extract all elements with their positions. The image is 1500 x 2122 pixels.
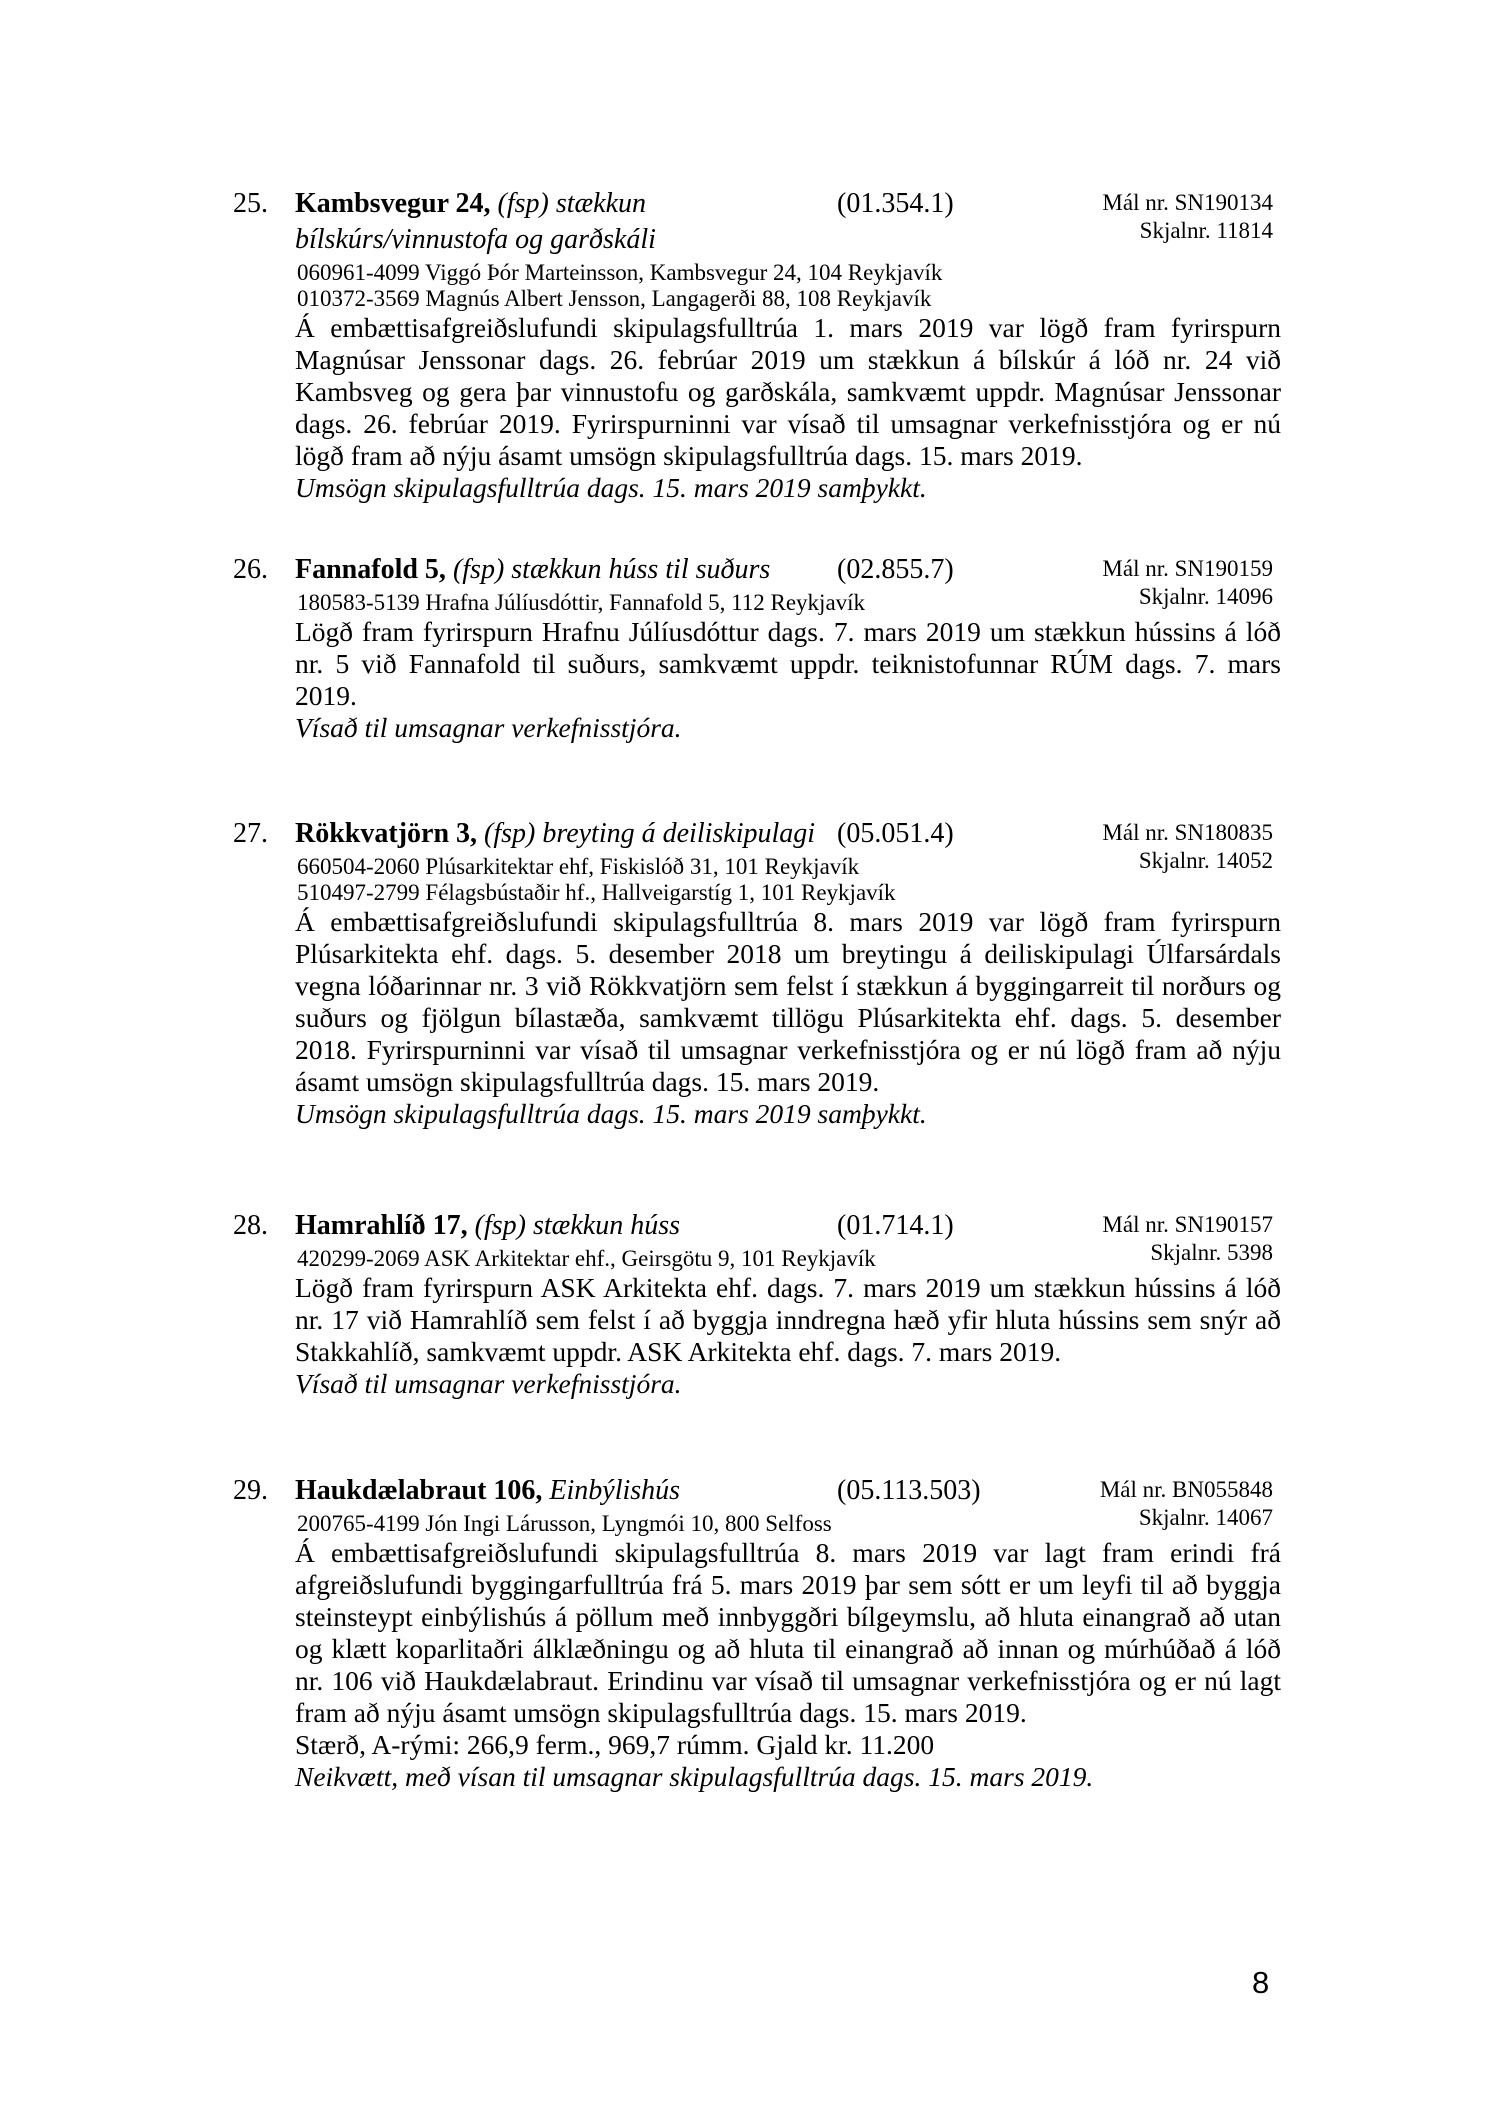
item-title <box>295 552 837 588</box>
party-line: 510497-2799 Félagsbústaðir hf., Hallveigarstíg 1, 101 Reykjavík <box>297 880 896 905</box>
item-mal-nr: Mál nr. BN055848 <box>1099 1477 1273 1502</box>
item-case-meta <box>1102 555 1273 611</box>
item-case-meta <box>1102 819 1273 875</box>
item-skjal-nr: Skjalnr. 14052 <box>1138 848 1273 873</box>
agenda-item-25 <box>233 186 1280 504</box>
item-result: Umsögn skipulagsfulltrúa dags. 15. mars 2019 samþykkt. <box>295 472 927 503</box>
page-number: 8 <box>1252 1965 1270 2000</box>
item-title <box>295 816 837 852</box>
agenda-item-29 <box>233 1473 1280 1793</box>
item-title <box>295 1208 837 1244</box>
party-line: 010372-3569 Magnús Albert Jensson, Langagerði 88, 108 Reykjavík <box>297 286 932 311</box>
item-skjal-nr: Skjalnr. 11814 <box>1139 218 1273 243</box>
item-case-code: (05.113.503) <box>837 1475 981 1506</box>
item-body: Lögð fram fyrirspurn ASK Arkitekta ehf. dags. 7. mars 2019 um stækkun hússins á lóð nr. 17 við Hamrahlíð sem felst í að byggja inndregna hæð yfir hluta hússins sem snýr að Stakkahlíð, samkvæmt uppdr. ASK Arkitekta ehf. dags. 7. mars 2019. <box>295 1272 1281 1367</box>
item-number: 28. <box>233 1210 268 1241</box>
item-number: 29. <box>233 1475 268 1506</box>
item-header <box>233 186 1280 258</box>
item-case-code: (05.051.4) <box>837 818 954 849</box>
item-body: Á embættisafgreiðslufundi skipulagsfulltrúa 8. mars 2019 var lögð fram fyrirspurn Plúsarkitekta ehf. dags. 5. desember 2018 um breytingu á deiliskipulagi Úlfarsárdals vegna lóðarinnar nr. 3 við Rökkvatjörn sem felst í stækkun á byggingarreit til norðurs og suðurs og fjölgun bílastæða, samkvæmt tillögu Plúsarkitekta ehf. dags. 5. desember 2018. Fyrirspurninni var vísað til umsagnar verkefnisstjóra og er nú lögð fram að nýju ásamt umsögn skipulagsfulltrúa dags. 15. mars 2019. <box>295 906 1281 1097</box>
item-body: Lögð fram fyrirspurn Hrafnu Júlíusdóttur dags. 7. mars 2019 um stækkun hússins á lóð nr. 5 við Fannafold til suðurs, samkvæmt uppdr. teiknistofunnar RÚM dags. 7. mars 2019. <box>295 616 1281 711</box>
item-skjal-nr: Skjalnr. 14067 <box>1138 1505 1273 1530</box>
item-subtitle: (fsp) stækkun bílskúrs/vinnustofa og garðskáli <box>295 188 656 255</box>
item-size-fee: Stærð, A-rými: 266,9 ferm., 969,7 rúmm. Gjald kr. 11.200 <box>295 1729 935 1760</box>
item-mal-nr: Mál nr. SN180835 <box>1102 820 1273 845</box>
party-line: 200765-4199 Jón Ingi Lárusson, Lyngmói 10, 800 Selfoss <box>297 1511 832 1536</box>
item-subtitle: (fsp) stækkun húss <box>474 1210 680 1241</box>
item-case-code: (01.354.1) <box>837 188 954 219</box>
item-result: Vísað til umsagnar verkefnisstjóra. <box>295 1368 682 1399</box>
item-case-meta <box>1102 189 1273 245</box>
item-mal-nr: Mál nr. SN190159 <box>1102 556 1273 581</box>
party-line: 060961-4099 Viggó Þór Marteinsson, Kambsvegur 24, 104 Reykjavík <box>297 260 943 285</box>
item-case-meta <box>1102 1211 1273 1267</box>
item-result: Vísað til umsagnar verkefnisstjóra. <box>295 712 682 743</box>
item-case-code: (01.714.1) <box>837 1210 954 1241</box>
item-parties <box>297 258 1280 312</box>
item-address: Rökkvatjörn 3, <box>295 818 478 849</box>
item-skjal-nr: Skjalnr. 14096 <box>1138 584 1273 609</box>
item-case-meta <box>1100 1476 1273 1532</box>
agenda-item-26 <box>233 552 1280 744</box>
item-body: Á embættisafgreiðslufundi skipulagsfulltrúa 1. mars 2019 var lögð fram fyrirspurn Magnúsar Jenssonar dags. 26. febrúar 2019 um stækkun á bílskúr á lóð nr. 24 við Kambsveg og gera þar vinnustofu og garðskála, samkvæmt uppdr. Magnúsar Jenssonar dags. 26. febrúar 2019. Fyrirspurninni var vísað til umsagnar verkefnisstjóra og er nú lögð fram að nýju ásamt umsögn skipulagsfulltrúa dags. 15. mars 2019. <box>295 312 1281 471</box>
item-mal-nr: Mál nr. SN190157 <box>1102 1212 1273 1237</box>
item-skjal-nr: Skjalnr. 5398 <box>1150 1240 1273 1265</box>
item-mal-nr: Mál nr. SN190134 <box>1102 190 1273 215</box>
item-body: Á embættisafgreiðslufundi skipulagsfulltrúa 8. mars 2019 var lagt fram erindi frá afgreiðslufundi byggingarfulltrúa frá 5. mars 2019 þar sem sótt er um leyfi til að byggja steinsteypt einbýlishús á pöllum með innbyggðri bílgeymslu, að hluta einangrað að utan og klætt koparlitaðri álklæðningu og að hluta til einangrað að innan og múrhúðað á lóð nr. 106 við Haukdælabraut. Erindinu var vísað til umsagnar verkefnisstjóra og er nú lagt fram að nýju ásamt umsögn skipulagsfulltrúa dags. 15. mars 2019. <box>295 1537 1281 1728</box>
item-number: 27. <box>233 818 268 849</box>
item-title <box>295 1473 837 1509</box>
item-result: Umsögn skipulagsfulltrúa dags. 15. mars 2019 samþykkt. <box>295 1098 927 1129</box>
party-line: 180583-5139 Hrafna Júlíusdóttir, Fannafold 5, 112 Reykjavík <box>297 590 866 615</box>
item-result: Neikvætt, með vísan til umsagnar skipulagsfulltrúa dags. 15. mars 2019. <box>295 1761 1094 1792</box>
item-title <box>295 186 837 258</box>
item-address: Hamrahlíð 17, <box>295 1210 468 1241</box>
item-subtitle: (fsp) breyting á deiliskipulagi <box>484 818 816 849</box>
item-case-code: (02.855.7) <box>837 554 954 585</box>
item-number: 25. <box>233 188 268 219</box>
agenda-item-27 <box>233 816 1280 1130</box>
item-number: 26. <box>233 554 268 585</box>
agenda-item-28 <box>233 1208 1280 1400</box>
item-subtitle: (fsp) stækkun húss til suðurs <box>452 554 771 585</box>
party-line: 420299-2069 ASK Arkitektar ehf., Geirsgötu 9, 101 Reykjavík <box>297 1246 876 1271</box>
item-address: Haukdælabraut 106, <box>295 1475 543 1506</box>
item-address: Fannafold 5, <box>295 554 446 585</box>
item-address: Kambsvegur 24, <box>295 188 491 219</box>
item-subtitle: Einbýlishús <box>549 1475 681 1506</box>
party-line: 660504-2060 Plúsarkitektar ehf, Fiskislóð 31, 101 Reykjavík <box>297 854 860 879</box>
